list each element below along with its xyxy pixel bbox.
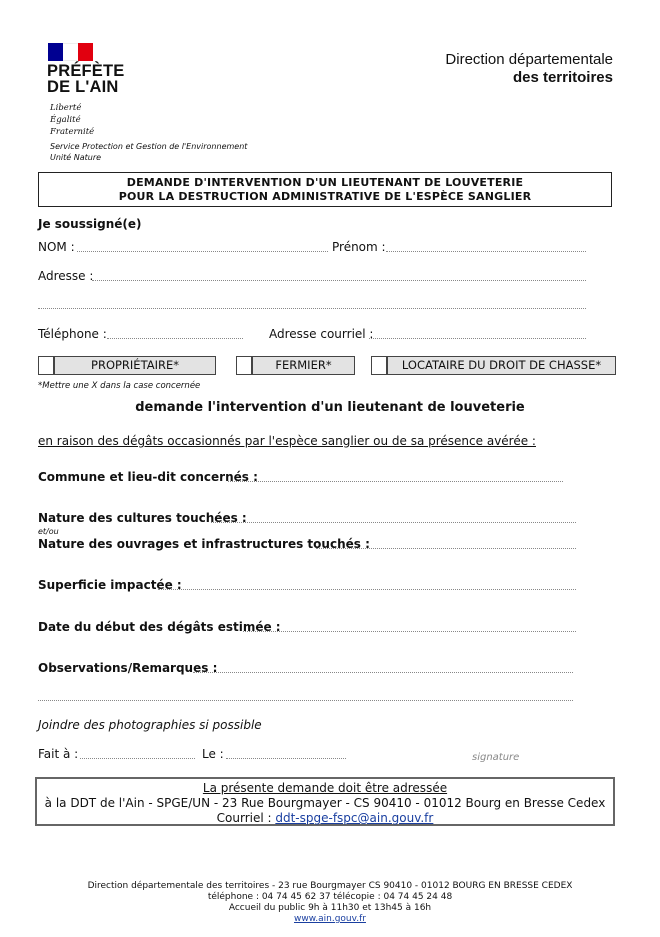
prefecture-logo-text (47, 63, 125, 95)
flag-red-stripe (78, 43, 93, 61)
fait-a-field[interactable] (80, 758, 195, 759)
footer-phone: téléphone : 04 74 45 62 37 télécopie : 04 74 45 24 48 (207, 892, 453, 902)
ouvrages-label: Nature des ouvrages et infrastructures touchés : (38, 537, 370, 551)
form-title-box (38, 172, 612, 207)
courriel-label: Adresse courriel : (269, 327, 374, 341)
direction-line-1: Direction départementale (445, 51, 613, 68)
photos-label: Joindre des photographies si possible (38, 718, 262, 732)
fermier-label: FERMIER* (252, 356, 355, 375)
footer-hours: Accueil du public 9h à 11h30 et 13h45 à 16h (228, 903, 432, 913)
superficie-label: Superficie impactée : (38, 578, 182, 592)
logo-line-2: DE L'AIN (47, 78, 119, 96)
locataire-checkbox[interactable] (371, 356, 387, 375)
cultures-field[interactable] (211, 522, 576, 523)
demande-heading: demande l'intervention d'un lieutenant de louveterie (135, 400, 525, 415)
direction-line-2: des territoires (512, 69, 613, 86)
fermier-checkbox[interactable] (236, 356, 252, 375)
republic-motto (50, 102, 94, 138)
telephone-label: Téléphone : (38, 327, 107, 341)
address-intro: La présente demande doit être adressée (202, 781, 448, 795)
courriel-prefix: Courriel : (216, 811, 276, 825)
date-debut-label: Date du début des dégâts estimée : (38, 620, 281, 634)
raison-label: en raison des dégâts occasionnés par l'espèce sanglier ou de sa présence avérée : (38, 434, 536, 448)
etou-label: et/ou (38, 527, 59, 536)
footer-address: Direction départementale des territoires - 23 rue Bourgmayer CS 90410 - 01012 BOURG EN BRESSE CEDEX (87, 881, 573, 891)
form-title-line-1: DEMANDE D'INTERVENTION D'UN LIEUTENANT DE LOUVETERIE (126, 176, 524, 189)
proprietaire-checkbox[interactable] (38, 356, 54, 375)
motto-egalite: Égalité (50, 115, 81, 125)
logo-line-1: PRÉFÈTE (47, 62, 125, 80)
website-link[interactable]: www.ain.gouv.fr (294, 914, 366, 924)
observations-field-1[interactable] (193, 672, 573, 673)
le-field[interactable] (226, 758, 346, 759)
commune-label: Commune et lieu-dit concernés : (38, 470, 258, 484)
adresse-label: Adresse : (38, 269, 94, 283)
address-line: à la DDT de l'Ain - SPGE/UN - 23 Rue Bourgmayer - CS 90410 - 01012 Bourg en Bresse Cedex (44, 796, 606, 810)
superficie-field[interactable] (158, 589, 576, 590)
marianne-flag-logo (48, 43, 93, 61)
fait-a-label: Fait à : (38, 747, 79, 761)
direction-heading (445, 51, 613, 87)
cultures-label: Nature des cultures touchées : (38, 511, 247, 525)
service-name (50, 141, 247, 163)
locataire-label: LOCATAIRE DU DROIT DE CHASSE* (387, 356, 616, 375)
nom-label: NOM : (38, 240, 75, 254)
address-box (35, 777, 615, 826)
prenom-field[interactable] (386, 251, 586, 252)
flag-blue-stripe (48, 43, 63, 61)
form-title-line-2: POUR LA DESTRUCTION ADMINISTRATIVE DE L'ESPÈCE SANGLIER (118, 190, 532, 203)
prenom-label: Prénom : (332, 240, 386, 254)
flag-white-stripe (63, 43, 78, 61)
adresse-field-1[interactable] (92, 280, 586, 281)
courriel-line (37, 811, 613, 826)
nom-field[interactable] (77, 251, 328, 252)
service-line-1: Service Protection et Gestion de l'Environnement (50, 142, 248, 151)
signature-label: signature (472, 752, 520, 763)
service-line-2: Unité Nature (50, 153, 102, 162)
adresse-field-2[interactable] (38, 308, 586, 309)
commune-field[interactable] (228, 481, 563, 482)
ouvrages-field[interactable] (316, 548, 576, 549)
email-link[interactable]: ddt-spge-fspc@ain.gouv.fr (275, 811, 434, 825)
motto-fraternite: Fraternité (50, 127, 95, 137)
courriel-field[interactable] (369, 338, 586, 339)
motto-liberte: Liberté (50, 103, 82, 113)
checkbox-note: *Mettre une X dans la case concernée (38, 381, 201, 391)
soussigne-label: Je soussigné(e) (38, 217, 142, 231)
date-debut-field[interactable] (243, 631, 576, 632)
le-label: Le : (202, 747, 224, 761)
page-footer (0, 881, 660, 925)
telephone-field[interactable] (107, 338, 243, 339)
observations-field-2[interactable] (38, 700, 573, 701)
observations-label: Observations/Remarques : (38, 661, 218, 675)
proprietaire-label: PROPRIÉTAIRE* (54, 356, 216, 375)
